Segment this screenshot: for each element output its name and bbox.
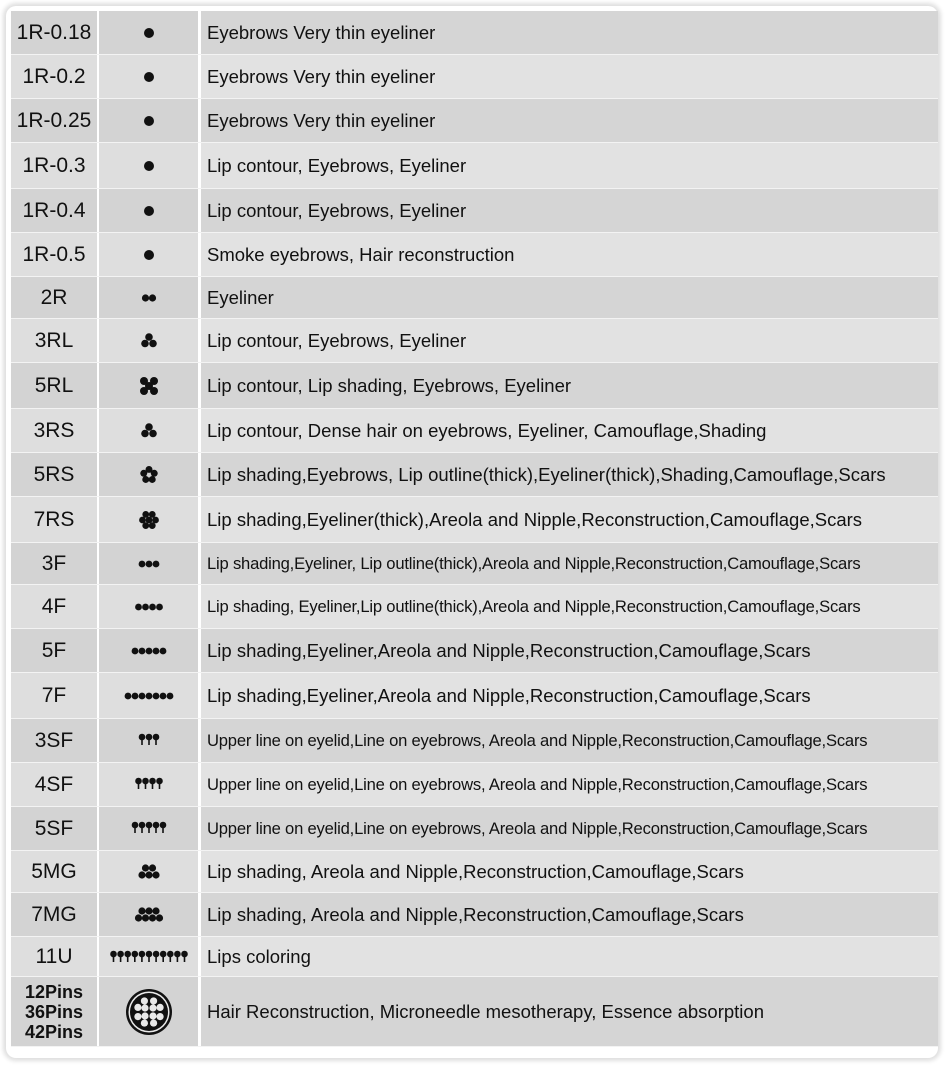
needle-code-line: 36Pins <box>24 1001 84 1022</box>
table-row <box>11 543 938 585</box>
needle-code: 5F <box>11 629 99 672</box>
needle-code: 1R-0.25 <box>11 99 99 142</box>
table-row <box>11 673 938 719</box>
table-row <box>11 319 938 363</box>
two-dot-icon <box>99 277 201 318</box>
needle-code-line: 12Pins <box>24 981 84 1002</box>
needle-usage: Lip shading,Eyeliner,Areola and Nipple,Reconstruction,Camouflage,Scars <box>201 629 938 672</box>
table-row <box>11 453 938 497</box>
needle-code <box>11 977 99 1046</box>
table-row <box>11 497 938 543</box>
five-dot-row-icon <box>99 629 201 672</box>
needle-usage: Lip shading,Eyeliner, Lip outline(thick),Areola and Nipple,Reconstruction,Camouflage,Scars <box>201 543 938 584</box>
table-row <box>11 409 938 453</box>
needle-usage: Lip contour, Eyebrows, Eyeliner <box>201 189 938 232</box>
needle-code: 3RS <box>11 409 99 452</box>
table-row <box>11 807 938 851</box>
needle-usage: Lip contour, Lip shading, Eyebrows, Eyeliner <box>201 363 938 408</box>
table-row <box>11 937 938 977</box>
needle-code: 5RS <box>11 453 99 496</box>
needle-usage: Smoke eyebrows, Hair reconstruction <box>201 233 938 276</box>
five-dot-flower-icon <box>99 453 201 496</box>
needle-usage: Lip shading,Eyebrows, Lip outline(thick),Eyeliner(thick),Shading,Camouflage,Scars <box>201 453 938 496</box>
five-pin-row-icon <box>99 807 201 850</box>
needle-usage: Upper line on eyelid,Line on eyebrows, Areola and Nipple,Reconstruction,Camouflage,Scars <box>201 807 938 850</box>
single-dot-icon <box>99 143 201 188</box>
needle-code: 1R-0.2 <box>11 55 99 98</box>
four-dot-row-icon <box>99 585 201 628</box>
needle-code: 5RL <box>11 363 99 408</box>
needle-usage: Eyebrows Very thin eyeliner <box>201 11 938 54</box>
needle-code: 5SF <box>11 807 99 850</box>
needle-code: 4SF <box>11 763 99 806</box>
needle-usage: Hair Reconstruction, Microneedle mesotherapy, Essence absorption <box>201 977 938 1046</box>
needle-usage: Upper line on eyelid,Line on eyebrows, Areola and Nipple,Reconstruction,Camouflage,Scars <box>201 719 938 762</box>
needle-usage: Lip shading, Eyeliner,Lip outline(thick),Areola and Nipple,Reconstruction,Camouflage,Scars <box>201 585 938 628</box>
table-row <box>11 719 938 763</box>
table-row <box>11 893 938 937</box>
needle-usage: Eyeliner <box>201 277 938 318</box>
needle-usage: Lips coloring <box>201 937 938 976</box>
needle-code: 7RS <box>11 497 99 542</box>
three-pin-row-icon <box>99 719 201 762</box>
eleven-pin-row-icon <box>99 937 201 976</box>
five-dot-magnum-icon <box>99 851 201 892</box>
three-dot-cluster-icon <box>99 319 201 362</box>
three-dot-row-icon <box>99 543 201 584</box>
table-row <box>11 55 938 99</box>
nano-cartridge-circle-icon <box>99 977 201 1046</box>
needle-usage: Lip shading,Eyeliner(thick),Areola and Nipple,Reconstruction,Camouflage,Scars <box>201 497 938 542</box>
needle-code: 7F <box>11 673 99 718</box>
table-row <box>11 99 938 143</box>
table-row <box>11 585 938 629</box>
needle-usage: Lip contour, Eyebrows, Eyeliner <box>201 143 938 188</box>
needle-usage: Lip contour, Dense hair on eyebrows, Eyeliner, Camouflage,Shading <box>201 409 938 452</box>
needle-code: 3RL <box>11 319 99 362</box>
table-row <box>11 11 938 55</box>
four-pin-row-icon <box>99 763 201 806</box>
table-row <box>11 277 938 319</box>
needle-usage: Lip shading,Eyeliner,Areola and Nipple,Reconstruction,Camouflage,Scars <box>201 673 938 718</box>
needle-usage: Upper line on eyelid,Line on eyebrows, Areola and Nipple,Reconstruction,Camouflage,Scars <box>201 763 938 806</box>
single-dot-icon <box>99 11 201 54</box>
needle-code: 1R-0.3 <box>11 143 99 188</box>
needle-code-line: 42Pins <box>24 1021 84 1042</box>
needle-code: 5MG <box>11 851 99 892</box>
needle-code: 7MG <box>11 893 99 936</box>
single-dot-icon <box>99 189 201 232</box>
five-dot-cross-icon <box>99 363 201 408</box>
needle-usage: Eyebrows Very thin eyeliner <box>201 55 938 98</box>
table-row <box>11 629 938 673</box>
table-row <box>11 363 938 409</box>
needle-code: 2R <box>11 277 99 318</box>
needle-code: 11U <box>11 937 99 976</box>
table-row <box>11 763 938 807</box>
seven-dot-row-icon <box>99 673 201 718</box>
table-row <box>11 233 938 277</box>
table-row <box>11 977 938 1047</box>
table-row <box>11 143 938 189</box>
needle-code: 3SF <box>11 719 99 762</box>
table-row <box>11 851 938 893</box>
needle-code: 1R-0.5 <box>11 233 99 276</box>
needle-usage: Lip contour, Eyebrows, Eyeliner <box>201 319 938 362</box>
needle-code: 1R-0.4 <box>11 189 99 232</box>
three-dot-cluster-icon <box>99 409 201 452</box>
seven-dot-flower-icon <box>99 497 201 542</box>
seven-dot-magnum-icon <box>99 893 201 936</box>
needle-usage: Eyebrows Very thin eyeliner <box>201 99 938 142</box>
single-dot-icon <box>99 99 201 142</box>
table-row <box>11 189 938 233</box>
needle-code: 3F <box>11 543 99 584</box>
needle-code: 4F <box>11 585 99 628</box>
needle-usage: Lip shading, Areola and Nipple,Reconstruction,Camouflage,Scars <box>201 851 938 892</box>
needle-usage: Lip shading, Areola and Nipple,Reconstruction,Camouflage,Scars <box>201 893 938 936</box>
needle-code: 1R-0.18 <box>11 11 99 54</box>
single-dot-icon <box>99 233 201 276</box>
single-dot-icon <box>99 55 201 98</box>
